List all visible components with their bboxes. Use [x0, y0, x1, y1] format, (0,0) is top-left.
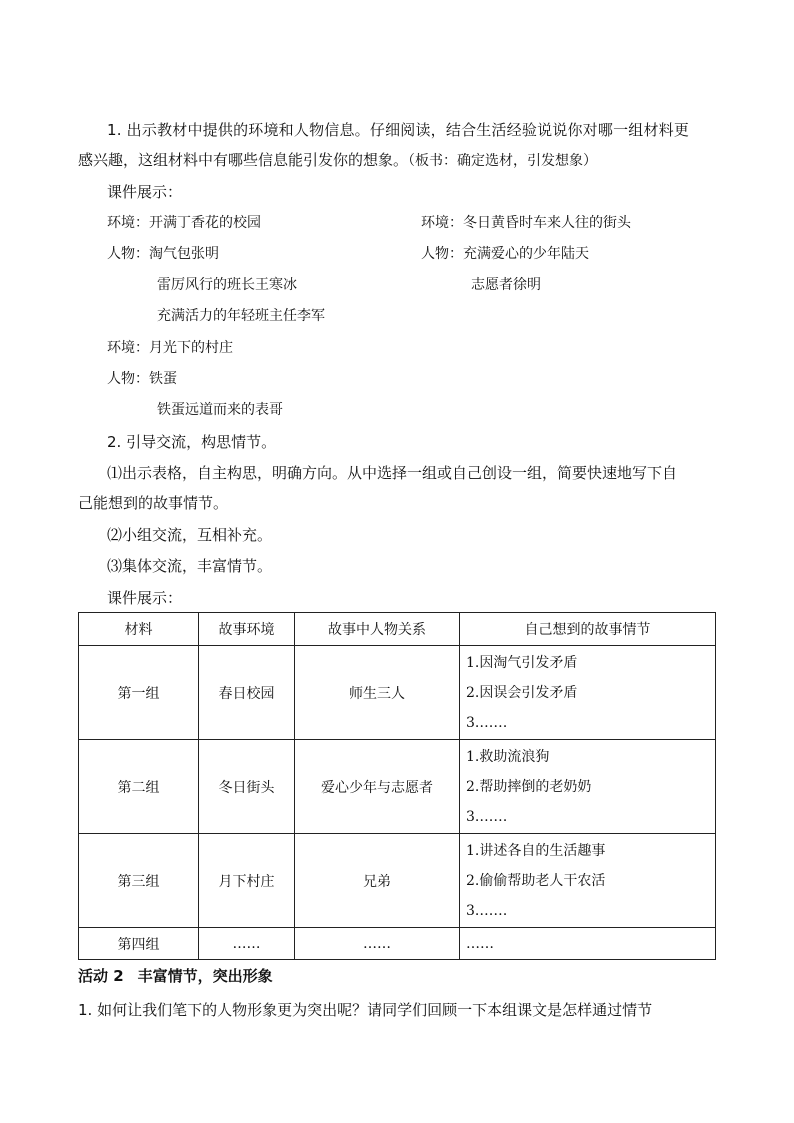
activity2-label: 活动 2	[78, 967, 124, 985]
courseware-label-2: 课件展示：	[107, 589, 183, 607]
group2-environment: 环境：冬日黄昏时车来人往的街头	[421, 215, 631, 231]
group3-environment: 环境：月光下的村庄	[107, 340, 233, 356]
header-plot: 自己想到的故事情节	[460, 613, 716, 646]
group1-character-1: 人物：淘气包张明	[107, 246, 219, 262]
intro-line-2-main: 感兴趣，这组材料中有哪些信息能引发你的想象。	[78, 151, 409, 169]
plot-cell	[460, 646, 716, 740]
plot-item: 1.救助流浪狗	[466, 748, 550, 765]
group3-character-1: 人物：铁蛋	[107, 371, 177, 387]
group2-character-2: 志愿者徐明	[471, 277, 541, 293]
table-row	[79, 740, 716, 834]
plot-item: 2.帮助摔倒的老奶奶	[466, 778, 592, 795]
group-cell: 第二组	[79, 740, 199, 834]
closing-line: 1. 如何让我们笔下的人物形象更为突出呢？请同学们回顾一下本组课文是怎样通过情节	[78, 1001, 653, 1019]
plot-item: 3.……	[466, 808, 508, 825]
table-row	[79, 834, 716, 928]
plot-item: 3.……	[466, 902, 508, 919]
plot-item: ……	[466, 935, 494, 952]
step2-sub3: ⑶集体交流，丰富情节。	[107, 557, 273, 575]
group-cell: 第四组	[79, 928, 199, 960]
header-material: 材料	[79, 613, 199, 646]
group1-environment: 环境：开满丁香花的校园	[107, 215, 261, 231]
plot-item: 1.因淘气引发矛盾	[466, 654, 578, 671]
relationship-cell: 兄弟	[295, 834, 460, 928]
group3-character-2: 铁蛋远道而来的表哥	[157, 402, 283, 418]
plot-cell	[460, 740, 716, 834]
story-plot-table	[78, 612, 716, 960]
group1-character-2: 雷厉风行的班长王寒冰	[157, 277, 297, 293]
table-row	[79, 646, 716, 740]
group-cell: 第一组	[79, 646, 199, 740]
relationship-cell: 爱心少年与志愿者	[295, 740, 460, 834]
header-environment: 故事环境	[199, 613, 295, 646]
group1-character-3: 充满活力的年轻班主任李军	[157, 308, 325, 324]
table-row	[79, 928, 716, 960]
header-relationship: 故事中人物关系	[295, 613, 460, 646]
plot-item: 2.偷偷帮助老人干农活	[466, 872, 606, 889]
plot-cell	[460, 834, 716, 928]
environment-cell: ……	[199, 928, 295, 960]
step2-sub1-line1: ⑴出示表格，自主构思，明确方向。从中选择一组或自己创设一组，简要快速地写下自	[107, 464, 678, 482]
environment-cell: 月下村庄	[199, 834, 295, 928]
environment-cell: 春日校园	[199, 646, 295, 740]
plot-item: 2.因误会引发矛盾	[466, 684, 578, 701]
step2-sub2: ⑵小组交流，互相补充。	[107, 526, 273, 544]
activity2-heading	[78, 966, 273, 986]
step2-title: 2. 引导交流，构思情节。	[107, 433, 277, 451]
blackboard-note: （板书：确定选材，引发想象）	[408, 153, 598, 169]
group-cell: 第三组	[79, 834, 199, 928]
plot-item: 1.讲述各自的生活趣事	[466, 842, 606, 859]
table-header-row	[79, 613, 716, 646]
environment-cell: 冬日街头	[199, 740, 295, 834]
relationship-cell: 师生三人	[295, 646, 460, 740]
intro-line-2	[78, 150, 597, 171]
group2-character-1: 人物：充满爱心的少年陆天	[421, 246, 589, 262]
relationship-cell: ……	[295, 928, 460, 960]
plot-item: 3.……	[466, 714, 508, 731]
plot-cell	[460, 928, 716, 960]
intro-line-1: 1. 出示教材中提供的环境和人物信息。仔细阅读，结合生活经验说说你对哪一组材料更	[107, 121, 690, 139]
courseware-label: 课件展示：	[107, 183, 183, 201]
activity2-title: 丰富情节，突出形象	[137, 967, 273, 985]
step2-sub1-line2: 己能想到的故事情节。	[78, 494, 229, 512]
